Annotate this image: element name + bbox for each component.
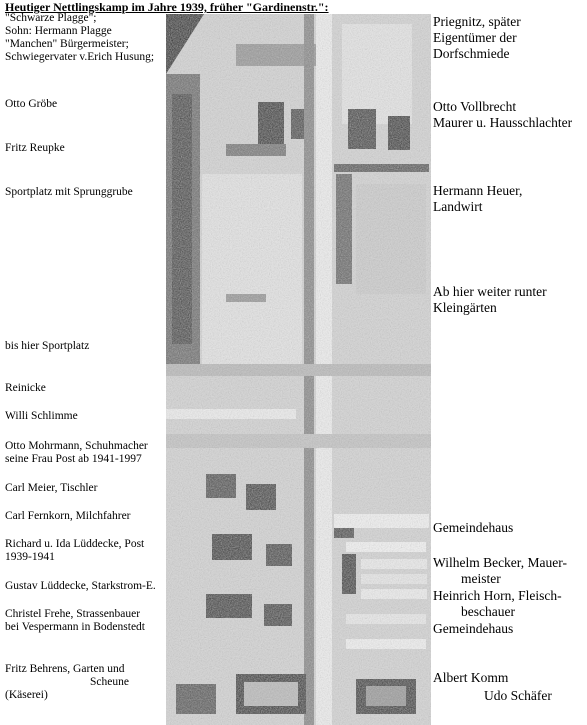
label-line: Carl Fernkorn, Milchfahrer xyxy=(5,510,131,522)
label-line: Udo Schäfer xyxy=(484,688,552,703)
label-line: Willi Schlimme xyxy=(5,410,78,422)
label-otto-vollbrecht xyxy=(433,99,572,131)
label-line: Eigentümer der xyxy=(433,30,517,45)
label-line: Gemeindehaus xyxy=(433,520,514,535)
label-sportplatz xyxy=(5,186,133,199)
aerial-photo-graphic xyxy=(166,14,431,725)
label-line: (Käserei) xyxy=(5,689,48,701)
label-line: Heinrich Horn, Fleisch- xyxy=(433,588,562,603)
label-line: Fritz Behrens, Garten und xyxy=(5,663,125,675)
label-kleingaerten xyxy=(433,284,547,316)
label-hermann-heuer xyxy=(433,183,522,215)
label-line: seine Frau Post ab 1941-1997 xyxy=(5,453,142,465)
label-line: bis hier Sportplatz xyxy=(5,340,90,352)
label-line: Kleingärten xyxy=(433,300,497,315)
label-line: Christel Frehe, Strassenbauer xyxy=(5,608,141,620)
label-wilhelm-becker xyxy=(433,555,567,587)
label-gemeindehaus-1 xyxy=(433,520,513,536)
label-line: Landwirt xyxy=(433,199,483,214)
label-line: Scheune xyxy=(90,676,129,688)
label-line: Wilhelm Becker, Mauer- xyxy=(433,555,567,570)
aerial-photo xyxy=(166,14,431,725)
label-line: Gemeindehaus xyxy=(433,621,514,636)
label-line: 1939-1941 xyxy=(5,551,55,563)
label-richard-ida-lueddecke xyxy=(5,538,144,564)
label-line: Gustav Lüddecke, Starkstrom-E. xyxy=(5,580,156,592)
label-christel-frehe xyxy=(5,608,145,634)
label-line: Albert Komm xyxy=(433,670,509,685)
label-reinicke xyxy=(5,382,46,395)
page-title: Heutiger Nettlingskamp im Jahre 1939, früher "Gardinenstr.": xyxy=(5,0,329,14)
label-line: Fritz Reupke xyxy=(5,142,65,154)
label-schwarze-plagge xyxy=(5,12,154,64)
label-line: Sportplatz mit Sprunggrube xyxy=(5,186,133,198)
label-line: meister xyxy=(461,571,501,586)
label-line: Schwiegervater v.Erich Husung; xyxy=(5,51,155,63)
label-line: Dorfschmiede xyxy=(433,46,510,61)
label-fritz-behrens xyxy=(5,663,129,702)
label-line: Otto Mohrmann, Schuhmacher xyxy=(5,440,148,452)
label-line: "Schwarze Plagge"; xyxy=(5,12,97,24)
label-bis-hier-sportplatz xyxy=(5,340,89,353)
label-line: Maurer u. Hausschlachter xyxy=(433,115,573,130)
label-carl-meier xyxy=(5,482,98,495)
label-gustav-lueddecke xyxy=(5,580,156,593)
label-udo-schaefer xyxy=(484,688,552,704)
label-line: beschauer xyxy=(461,604,515,619)
label-line: "Manchen" Bürgermeister; xyxy=(5,38,129,50)
label-albert-komm xyxy=(433,670,508,686)
label-line: Otto Gröbe xyxy=(5,98,58,110)
label-line: Sohn: Hermann Plagge xyxy=(5,25,112,37)
label-line: Richard u. Ida Lüddecke, Post xyxy=(5,538,145,550)
label-line: Priegnitz, später xyxy=(433,14,521,29)
label-gemeindehaus-2 xyxy=(433,621,513,637)
label-line: Otto Vollbrecht xyxy=(433,99,517,114)
label-otto-groebe xyxy=(5,98,57,111)
label-otto-mohrmann xyxy=(5,440,148,466)
label-line: bei Vespermann in Bodenstedt xyxy=(5,621,145,633)
label-fritz-reupke xyxy=(5,142,65,155)
label-priegnitz xyxy=(433,14,521,62)
label-line: Hermann Heuer, xyxy=(433,183,523,198)
label-line: Ab hier weiter runter xyxy=(433,284,547,299)
label-willi-schlimme xyxy=(5,410,78,423)
label-carl-fernkorn xyxy=(5,510,131,523)
label-line: Reinicke xyxy=(5,382,46,394)
label-heinrich-horn xyxy=(433,588,562,620)
label-line: Carl Meier, Tischler xyxy=(5,482,98,494)
